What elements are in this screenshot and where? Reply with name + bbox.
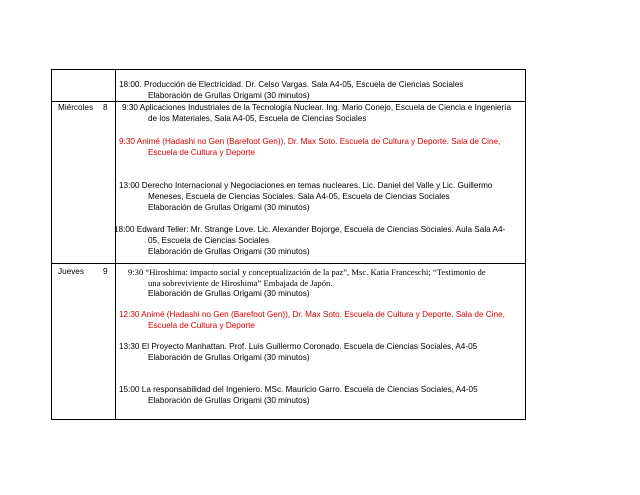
event-line: 9:30 “Hiroshima: impacto social y conceptualización de la paz”, Msc. Katia Franceschi; “Testimonio de [128, 267, 486, 277]
table-border-top [51, 69, 525, 70]
event-line: Elaboración de Grullas Origami (30 minutos) [148, 203, 310, 212]
event-line: 15:00 La responsabilidad del Ingeniero. MSc. Mauricio Garro. Escuela de Ciencias Sociales, A4-05 [119, 385, 478, 394]
event-line: Escuela de Cultura y Deporte [148, 148, 255, 157]
event-line: 18:00. Producción de Electricidad. Dr. Celso Vargas. Sala A4-05, Escuela de Ciencias Sociales [119, 80, 464, 89]
event-line: Elaboración de Grullas Origami (30 minutos) [148, 91, 310, 100]
event-line: 13:30 El Proyecto Manhattan. Prof. Luis Guillermo Coronado. Escuela de Ciencias Sociales, A4-05 [119, 342, 478, 351]
event-line: Elaboración de Grullas Origami (30 minutos) [148, 247, 310, 256]
event-line: Elaboración de Grullas Origami (30 minutos) [148, 289, 310, 298]
table-border-bottom [51, 419, 525, 420]
day-number: 8 [103, 103, 108, 112]
event-line: 05, Escuela de Ciencias Sociales [148, 236, 270, 245]
event-line: Elaboración de Grullas Origami (30 minutos) [148, 396, 310, 405]
event-line: de los Materiales, Sala A4-05, Escuela de Ciencias Sociales [148, 114, 367, 123]
day-number: 9 [103, 267, 108, 276]
event-line: Elaboración de Grullas Origami (30 minutos) [148, 353, 310, 362]
day-label: Miércoles [58, 103, 94, 112]
event-line: 12:30 Animé (Hadashi no Gen (Barefoot Gen)), Dr. Max Soto. Escuela de Cultura y Deporte. Sala de Cine, [119, 310, 505, 319]
event-line: 18:00 Edward Teller: Mr. Strange Love. Lic. Alexander Bojorge, Escuela de Ciencias Sociales. Aula Sala A4- [114, 225, 506, 234]
column-divider [115, 69, 116, 420]
table-border-right [525, 69, 526, 420]
table-border-left [51, 69, 52, 420]
event-line: 9:30 Aplicaciones Industriales de la Tecnología Nuclear. Ing. Mario Conejo, Escuela de Ciencia e Ingeniería [122, 103, 511, 112]
event-line: una sobreviviente de Hiroshima” Embajada de Japón. [148, 278, 333, 288]
event-line: 9:30 Animé (Hadashi no Gen (Barefoot Gen)), Dr. Max Soto. Escuela de Cultura y Deporte. Sala de Cine, [119, 137, 501, 146]
event-line: 13:00 Derecho Internacional y Negociaciones en temas nucleares. Lic. Daniel del Valle y Lic. Guillermo [119, 181, 493, 190]
day-label: Jueves [58, 267, 84, 276]
event-line: Meneses, Escuela de Ciencias Sociales. Sala A4-05, Escuela de Ciencias Sociales [148, 192, 450, 201]
event-line: Escuela de Cultura y Deporte [148, 321, 255, 330]
row-divider [51, 263, 525, 264]
